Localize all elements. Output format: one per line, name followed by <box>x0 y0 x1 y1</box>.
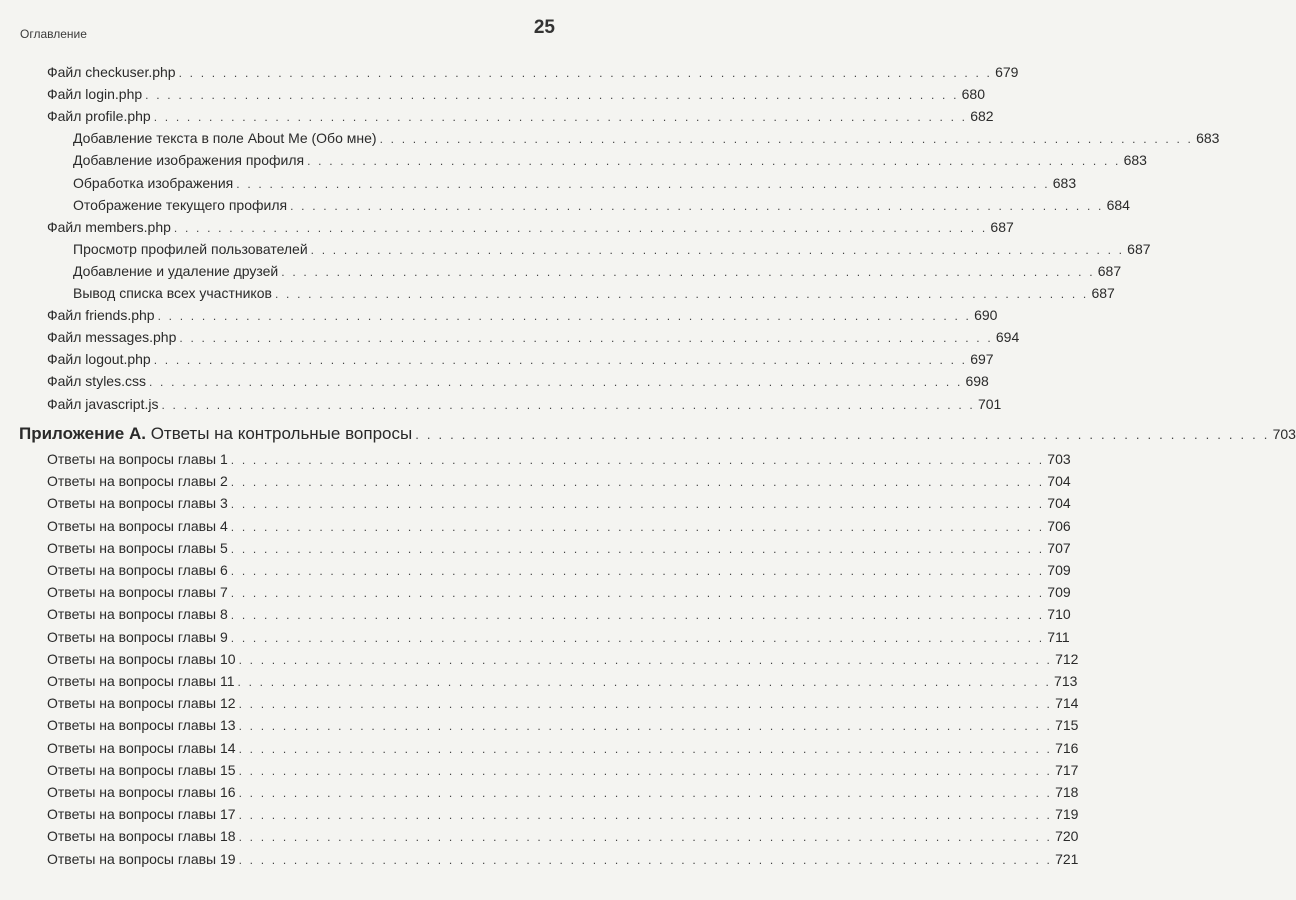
toc-entry <box>47 451 1071 467</box>
toc-entry <box>73 152 1147 169</box>
entry-title: Вывод списка всех участников <box>73 285 272 301</box>
toc-entry <box>47 673 1078 689</box>
entry-page-number: 684 <box>1106 196 1130 213</box>
toc-entry <box>47 351 994 368</box>
toc-entry <box>47 784 1079 800</box>
dot-leader: . . . . . . . . . . . . . . . . . . . . . . . . . . . . . . . . . . . . . . . . . . . . . . . . . . . . . . . . . . . . . . . . . . . . . . . . . . <box>236 176 1050 191</box>
entry-page-number: 682 <box>970 108 994 125</box>
dot-leader: . . . . . . . . . . . . . . . . . . . . . . . . . . . . . . . . . . . . . . . . . . . . . . . . . . . . . . . . . . . . . . . . . . . . . . . . . . <box>230 564 1045 578</box>
entry-title: Ответы на вопросы главы 12 <box>47 695 236 712</box>
entry-page-number: 687 <box>990 218 1014 235</box>
appendix-title: Ответы на контрольные вопросы <box>145 424 413 443</box>
toc-entry <box>73 285 1115 301</box>
dot-leader: . . . . . . . . . . . . . . . . . . . . . . . . . . . . . . . . . . . . . . . . . . . . . . . . . . . . . . . . . . . . . . . . . . . . . . . . . . <box>238 697 1053 712</box>
entry-page-number: 718 <box>1055 784 1079 800</box>
entry-title: Ответы на вопросы главы 10 <box>47 650 236 667</box>
dot-leader: . . . . . . . . . . . . . . . . . . . . . . . . . . . . . . . . . . . . . . . . . . . . . . . . . . . . . . . . . . . . . . . . . . . . . . . . . . <box>230 541 1045 556</box>
entry-title: Файл messages.php <box>47 329 177 346</box>
entry-title: Ответы на вопросы главы 13 <box>47 717 236 734</box>
entry-title: Добавление и удаление друзей <box>73 262 279 279</box>
entry-page-number: 680 <box>961 86 985 103</box>
toc-entry <box>73 262 1122 279</box>
dot-leader: . . . . . . . . . . . . . . . . . . . . . . . . . . . . . . . . . . . . . . . . . . . . . . . . . . . . . . . . . . . . . . . . . . . . . . . . . . <box>230 497 1045 512</box>
entry-page-number: 707 <box>1047 539 1071 556</box>
toc-entry <box>47 108 994 125</box>
dot-leader: . . . . . . . . . . . . . . . . . . . . . . . . . . . . . . . . . . . . . . . . . . . . . . . . . . . . . . . . . . . . . . . . . . . . . . . . . . <box>238 719 1053 734</box>
entry-page-number: 716 <box>1055 739 1079 756</box>
toc-entry <box>47 761 1079 778</box>
dot-leader: . . . . . . . . . . . . . . . . . . . . . . . . . . . . . . . . . . . . . . . . . . . . . . . . . . . . . . . . . . . . . . . . . . . . . . . . . . <box>237 675 1052 689</box>
entry-title: Ответы на вопросы главы 2 <box>47 473 228 490</box>
dot-leader: . . . . . . . . . . . . . . . . . . . . . . . . . . . . . . . . . . . . . . . . . . . . . . . . . . . . . . . . . . . . . . . . . . . . . . . . . . <box>145 88 959 103</box>
entry-page-number: 683 <box>1052 174 1077 191</box>
entry-title: Ответы на вопросы главы 18 <box>47 828 236 845</box>
toc-entry <box>47 395 1002 412</box>
entry-title: Файл login.php <box>47 86 143 103</box>
appendix-label: Приложение А. <box>19 424 146 443</box>
entry-page-number: 697 <box>970 351 994 368</box>
toc-entry <box>47 806 1079 823</box>
entry-title: Файл friends.php <box>47 307 155 324</box>
section-heading <box>19 424 1296 444</box>
toc-entry <box>47 86 985 103</box>
entry-page-number: 710 <box>1047 606 1071 623</box>
entry-title: Файл javascript.js <box>47 395 159 412</box>
toc-entry <box>73 174 1077 191</box>
dot-leader: . . . . . . . . . . . . . . . . . . . . . . . . . . . . . . . . . . . . . . . . . . . . . . . . . . . . . . . . . . . . . . . . . . . . . . . . . . <box>238 852 1053 867</box>
dot-leader: . . . . . . . . . . . . . . . . . . . . . . . . . . . . . . . . . . . . . . . . . . . . . . . . . . . . . . . . . . . . . . . . . . . . . . . . . . <box>274 287 1089 301</box>
dot-leader: . . . . . . . . . . . . . . . . . . . . . . . . . . . . . . . . . . . . . . . . . . . . . . . . . . . . . . . . . . . . . . . . . . . . . . . . . . <box>290 198 1104 213</box>
dot-leader: . . . . . . . . . . . . . . . . . . . . . . . . . . . . . . . . . . . . . . . . . . . . . . . . . . . . . . . . . . . . . . . . . . . . . . . . . . <box>179 331 993 346</box>
dot-leader: . . . . . . . . . . . . . . . . . . . . . . . . . . . . . . . . . . . . . . . . . . . . . . . . . . . . . . . . . . . . . . . . . . . . . . . . . . <box>153 353 968 368</box>
toc-entry <box>47 739 1079 756</box>
entry-title: Файл members.php <box>47 218 171 235</box>
dot-leader: . . . . . . . . . . . . . . . . . . . . . . . . . . . . . . . . . . . . . . . . . . . . . . . . . . . . . . . . . . . . . . . . . . . . . . . . . . <box>415 427 1270 442</box>
entry-page-number: 709 <box>1047 584 1071 601</box>
entry-title: Добавление изображения профиля <box>73 152 305 169</box>
entry-title: Ответы на вопросы главы 11 <box>47 673 235 689</box>
toc-entry <box>47 584 1071 601</box>
dot-leader: . . . . . . . . . . . . . . . . . . . . . . . . . . . . . . . . . . . . . . . . . . . . . . . . . . . . . . . . . . . . . . . . . . . . . . . . . . <box>230 630 1045 645</box>
toc-entry <box>47 650 1079 667</box>
entry-title: Ответы на вопросы главы 1 <box>47 451 228 467</box>
entry-page-number: 701 <box>977 395 1002 412</box>
toc-entry <box>47 606 1071 623</box>
dot-leader: . . . . . . . . . . . . . . . . . . . . . . . . . . . . . . . . . . . . . . . . . . . . . . . . . . . . . . . . . . . . . . . . . . . . . . . . . . <box>157 309 972 324</box>
toc-entry <box>47 64 1019 80</box>
toc-entry <box>47 850 1079 867</box>
toc-entry <box>47 695 1079 712</box>
entry-title: Файл logout.php <box>47 351 151 368</box>
entry-page-number: 714 <box>1055 695 1079 712</box>
entry-page-number: 709 <box>1047 562 1071 578</box>
entry-title: Ответы на вопросы главы 16 <box>47 784 236 800</box>
entry-page-number: 683 <box>1123 152 1147 169</box>
entry-page-number: 704 <box>1047 495 1071 512</box>
entry-page-number: 704 <box>1047 473 1071 490</box>
entry-title: Ответы на вопросы главы 6 <box>47 562 228 578</box>
dot-leader: . . . . . . . . . . . . . . . . . . . . . . . . . . . . . . . . . . . . . . . . . . . . . . . . . . . . . . . . . . . . . . . . . . . . . . . . . . <box>148 375 963 390</box>
toc-entry <box>47 628 1070 645</box>
entry-title: Просмотр профилей пользователей <box>73 240 308 257</box>
dot-leader: . . . . . . . . . . . . . . . . . . . . . . . . . . . . . . . . . . . . . . . . . . . . . . . . . . . . . . . . . . . . . . . . . . . . . . . . . . <box>238 830 1053 845</box>
running-header: Оглавление <box>20 27 87 41</box>
toc-entry <box>73 240 1151 257</box>
entry-title: Ответы на вопросы главы 5 <box>47 539 228 556</box>
entry-page-number: 687 <box>1091 285 1115 301</box>
dot-leader: . . . . . . . . . . . . . . . . . . . . . . . . . . . . . . . . . . . . . . . . . . . . . . . . . . . . . . . . . . . . . . . . . . . . . . . . . . <box>379 132 1194 147</box>
dot-leader: . . . . . . . . . . . . . . . . . . . . . . . . . . . . . . . . . . . . . . . . . . . . . . . . . . . . . . . . . . . . . . . . . . . . . . . . . . <box>238 786 1053 800</box>
entry-page-number: 717 <box>1055 761 1079 778</box>
entry-title: Файл profile.php <box>47 108 151 125</box>
toc-entry <box>47 495 1071 512</box>
entry-page-number: 715 <box>1055 717 1079 734</box>
dot-leader: . . . . . . . . . . . . . . . . . . . . . . . . . . . . . . . . . . . . . . . . . . . . . . . . . . . . . . . . . . . . . . . . . . . . . . . . . . <box>173 220 988 235</box>
dot-leader: . . . . . . . . . . . . . . . . . . . . . . . . . . . . . . . . . . . . . . . . . . . . . . . . . . . . . . . . . . . . . . . . . . . . . . . . . . <box>238 652 1053 667</box>
entry-title: Обработка изображения <box>73 174 234 191</box>
section-title <box>19 424 412 444</box>
toc-entry <box>47 828 1079 845</box>
toc-entry <box>47 218 1014 235</box>
dot-leader: . . . . . . . . . . . . . . . . . . . . . . . . . . . . . . . . . . . . . . . . . . . . . . . . . . . . . . . . . . . . . . . . . . . . . . . . . . <box>230 608 1045 623</box>
toc-entry <box>73 130 1220 147</box>
toc-entry <box>47 307 998 324</box>
dot-leader: . . . . . . . . . . . . . . . . . . . . . . . . . . . . . . . . . . . . . . . . . . . . . . . . . . . . . . . . . . . . . . . . . . . . . . . . . . <box>307 154 1121 169</box>
entry-page-number: 703 <box>1272 426 1296 442</box>
entry-page-number: 706 <box>1047 517 1071 534</box>
entry-page-number: 694 <box>995 329 1020 346</box>
dot-leader: . . . . . . . . . . . . . . . . . . . . . . . . . . . . . . . . . . . . . . . . . . . . . . . . . . . . . . . . . . . . . . . . . . . . . . . . . . <box>238 763 1053 778</box>
entry-page-number: 683 <box>1196 130 1220 147</box>
entry-page-number: 721 <box>1055 850 1079 867</box>
entry-page-number: 712 <box>1055 650 1079 667</box>
toc-entry <box>47 473 1071 490</box>
dot-leader: . . . . . . . . . . . . . . . . . . . . . . . . . . . . . . . . . . . . . . . . . . . . . . . . . . . . . . . . . . . . . . . . . . . . . . . . . . <box>230 586 1045 601</box>
entry-page-number: 719 <box>1055 806 1079 823</box>
entry-page-number: 711 <box>1047 628 1070 645</box>
entry-page-number: 687 <box>1127 240 1151 257</box>
entry-title: Ответы на вопросы главы 14 <box>47 739 236 756</box>
entry-title: Добавление текста в поле About Me (Обо мне) <box>73 130 377 147</box>
toc-entry <box>47 517 1071 534</box>
entry-page-number: 703 <box>1047 451 1071 467</box>
entry-title: Ответы на вопросы главы 8 <box>47 606 228 623</box>
dot-leader: . . . . . . . . . . . . . . . . . . . . . . . . . . . . . . . . . . . . . . . . . . . . . . . . . . . . . . . . . . . . . . . . . . . . . . . . . . <box>310 242 1125 257</box>
entry-page-number: 720 <box>1055 828 1079 845</box>
toc-entry <box>73 196 1130 213</box>
entry-title: Ответы на вопросы главы 4 <box>47 517 228 534</box>
entry-title: Ответы на вопросы главы 19 <box>47 850 236 867</box>
dot-leader: . . . . . . . . . . . . . . . . . . . . . . . . . . . . . . . . . . . . . . . . . . . . . . . . . . . . . . . . . . . . . . . . . . . . . . . . . . <box>230 519 1045 534</box>
toc-entry <box>47 373 989 390</box>
toc-entry <box>47 329 1020 346</box>
dot-leader: . . . . . . . . . . . . . . . . . . . . . . . . . . . . . . . . . . . . . . . . . . . . . . . . . . . . . . . . . . . . . . . . . . . . . . . . . . <box>230 475 1045 490</box>
entry-title: Файл checkuser.php <box>47 64 176 80</box>
dot-leader: . . . . . . . . . . . . . . . . . . . . . . . . . . . . . . . . . . . . . . . . . . . . . . . . . . . . . . . . . . . . . . . . . . . . . . . . . . <box>230 453 1045 467</box>
entry-title: Ответы на вопросы главы 3 <box>47 495 228 512</box>
toc-entry <box>47 539 1071 556</box>
entry-page-number: 687 <box>1097 262 1122 279</box>
entry-page-number: 713 <box>1054 673 1078 689</box>
entry-title: Ответы на вопросы главы 7 <box>47 584 228 601</box>
dot-leader: . . . . . . . . . . . . . . . . . . . . . . . . . . . . . . . . . . . . . . . . . . . . . . . . . . . . . . . . . . . . . . . . . . . . . . . . . . <box>281 264 1095 279</box>
entry-title: Файл styles.css <box>47 373 146 390</box>
toc-entry <box>47 562 1071 578</box>
entry-title: Ответы на вопросы главы 17 <box>47 806 236 823</box>
entry-title: Ответы на вопросы главы 15 <box>47 761 236 778</box>
dot-leader: . . . . . . . . . . . . . . . . . . . . . . . . . . . . . . . . . . . . . . . . . . . . . . . . . . . . . . . . . . . . . . . . . . . . . . . . . . <box>238 808 1053 823</box>
entry-page-number: 690 <box>974 307 998 324</box>
entry-page-number: 698 <box>965 373 989 390</box>
entry-title: Отображение текущего профиля <box>73 196 288 213</box>
toc-entry <box>47 717 1079 734</box>
entry-page-number: 679 <box>995 64 1019 80</box>
dot-leader: . . . . . . . . . . . . . . . . . . . . . . . . . . . . . . . . . . . . . . . . . . . . . . . . . . . . . . . . . . . . . . . . . . . . . . . . . . <box>153 110 968 125</box>
page-number: 25 <box>533 17 555 38</box>
entry-title: Ответы на вопросы главы 9 <box>47 628 228 645</box>
dot-leader: . . . . . . . . . . . . . . . . . . . . . . . . . . . . . . . . . . . . . . . . . . . . . . . . . . . . . . . . . . . . . . . . . . . . . . . . . . <box>238 741 1053 756</box>
dot-leader: . . . . . . . . . . . . . . . . . . . . . . . . . . . . . . . . . . . . . . . . . . . . . . . . . . . . . . . . . . . . . . . . . . . . . . . . . . <box>178 66 993 80</box>
dot-leader: . . . . . . . . . . . . . . . . . . . . . . . . . . . . . . . . . . . . . . . . . . . . . . . . . . . . . . . . . . . . . . . . . . . . . . . . . . <box>161 397 975 412</box>
